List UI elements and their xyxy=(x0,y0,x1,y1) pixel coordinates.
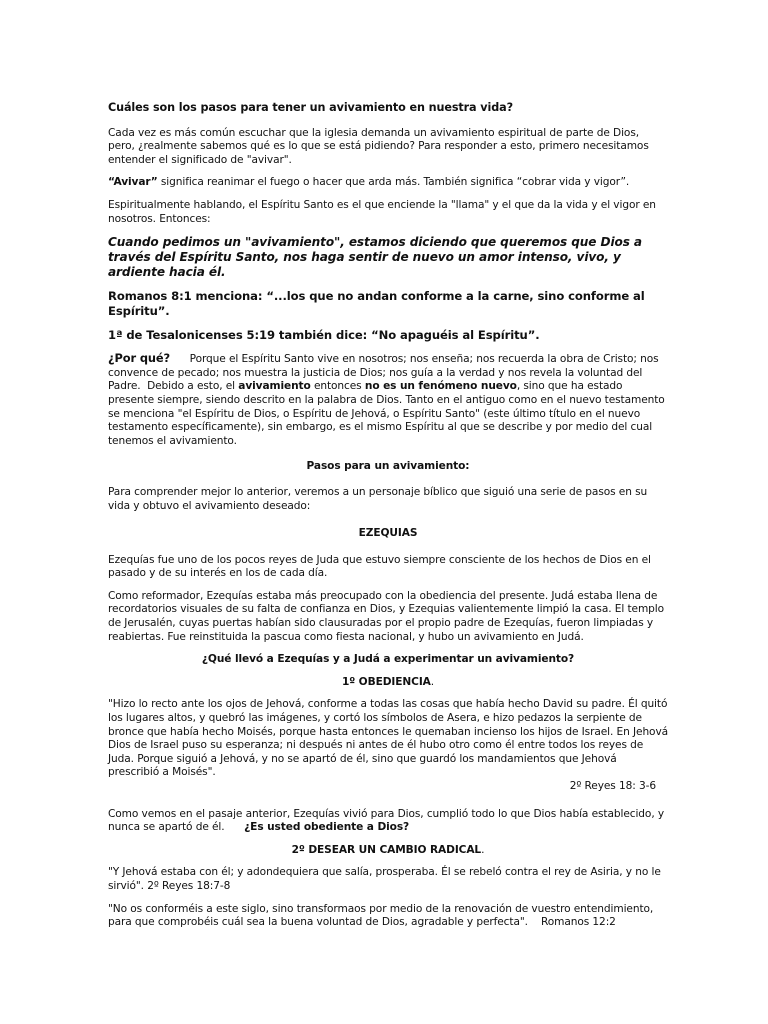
cambio-heading-period: . xyxy=(481,843,485,856)
porque-bold-2: no es un fenómeno nuevo xyxy=(364,380,517,393)
obediencia-question: ¿Es usted obediente a Dios? xyxy=(244,821,410,834)
romanos-verse: Romanos 8:1 menciona: “...los que no andan conforme a la carne, sino conforme al Espíritu”. xyxy=(108,289,645,319)
porque-label: ¿Por qué? xyxy=(108,351,171,366)
avivar-definition xyxy=(108,176,668,190)
porque-bold-1: avivamiento xyxy=(238,380,311,393)
tesalonicenses-verse: 1ª de Tesalonicenses 5:19 también dice: “No apaguéis al Espíritu”. xyxy=(108,328,540,343)
obediencia-after-text: Como vemos en el pasaje anterior, Ezequías vivió para Dios, cumplió todo lo que Dios había establecido, y nunca se apartó de él. xyxy=(108,807,668,834)
ezequias-paragraph-2: Como reformador, Ezequías estaba más preocupado con la obediencia del presente. Judá estaba llena de recordatorios visuales de su falta de confianza en Dios, y Ezequias valientemente limpió la casa. El templo de Jerusalén, cuyas puertas habían sido clausuradas por el propio padre de Ezequías, fueron limpiadas y reabiertas. Fue reinstituida la pascua como fiesta nacional, y hubo un avivamiento en Judá. xyxy=(108,589,665,643)
cambio-heading-line xyxy=(108,844,668,858)
porque-text-3: , sino que ha estado presente siempre, siendo descrito en la palabra de Dios. Tanto en el antiguo como en el nuevo testamento se menciona "el Espíritu de Dios, o Espíritu de Jehová, o Espíritu Santo" (este último título en el nuevo testamento específicamente), sin embargo, es el mismo Espíritu al que se describe y por medio del cual tenemos el avivamiento. xyxy=(108,380,665,447)
pasos-heading: Pasos para un avivamiento: xyxy=(306,460,470,473)
ezequias-heading: EZEQUIAS xyxy=(358,527,418,540)
document-body xyxy=(108,101,668,939)
intro-paragraph: Cada vez es más común escuchar que la iglesia demanda un avivamiento espiritual de parte de Dios, pero, ¿realmente sabemos qué es lo que se está pidiendo? Para responder a esto, primero necesitamos entender el significado de "avivar". xyxy=(108,126,649,166)
obediencia-heading-period: . xyxy=(430,675,435,688)
cambio-heading: 2º DESEAR UN CAMBIO RADICAL xyxy=(291,843,482,856)
avivar-text: significa reanimar el fuego o hacer que arda más. También significa “cobrar vida y vigor”. xyxy=(157,176,630,189)
obediencia-quote: "Hizo lo recto ante los ojos de Jehová, conforme a todas las cosas que había hecho David su padre. Él quitó los lugares altos, y quebró las imágenes, y cortó los símbolos de Asera, e hizo pedazos la serpiente de bronce que había hecho Moisés, porque hasta entonces le quemaban incienso los hijos de Israel. En Jehová Dios de Israel puso su esperanza; ni después ni antes de él hubo otro como él entre todos los reyes de Juda. Porque siguió a Jehová, y no se apartó de él, sino que guardó los mandamientos que Jehová prescribió a Moisés". xyxy=(108,698,669,779)
emphasis-paragraph: Cuando pedimos un "avivamiento", estamos diciendo que queremos que Dios a través del Espíritu Santo, nos haga sentir de nuevo un amor intenso, vivo, y ardiente hacia él. xyxy=(108,235,642,280)
obediencia-reference: 2º Reyes 18: 3-6 xyxy=(569,780,656,792)
porque-paragraph xyxy=(108,352,668,448)
obediencia-heading-line xyxy=(108,676,668,690)
obediencia-conclusion xyxy=(108,808,668,835)
question-heading: ¿Qué llevó a Ezequías y a Judá a experimentar un avivamiento? xyxy=(201,653,575,666)
porque-text-2: entonces xyxy=(310,380,365,393)
obediencia-heading: 1º OBEDIENCIA xyxy=(341,675,431,688)
ezequias-paragraph-1: Ezequías fue uno de los pocos reyes de Juda que estuvo siempre consciente de los hechos de Dios en el pasado y de su interés en los de cada día. xyxy=(108,553,651,580)
document-title: Cuáles son los pasos para tener un avivamiento en nuestra vida? xyxy=(108,101,513,114)
avivar-term: “Avivar” xyxy=(108,176,158,189)
cambio-quote-1: "Y Jehová estaba con él; y adondequiera que salía, prosperaba. Él se rebeló contra el rey de Asiria, y no le sirvió". 2º Reyes 18:7-8 xyxy=(108,866,661,892)
pasos-intro: Para comprender mejor lo anterior, veremos a un personaje bíblico que siguió una serie de pasos en su vida y obtuvo el avivamiento deseado: xyxy=(108,485,648,512)
porque-text-1: Porque el Espíritu Santo vive en nosotros; nos enseña; nos recuerda la obra de Cristo; nos convence de pecado; nos muestra la justicia de Dios; nos guía a la verdad y nos revela la voluntad del Padre. Debido a esto, el xyxy=(108,353,662,393)
cambio-quote-2: "No os conforméis a este siglo, sino transformaos por medio de la renovación de vuestro entendimiento, para que comprobéis cuál sea la buena voluntad de Dios, agradable y perfecta". Romanos 12:2 xyxy=(108,902,657,929)
spiritual-paragraph: Espiritualmente hablando, el Espíritu Santo es el que enciende la "llama" y el que da la vida y el vigor en nosotros. Entonces: xyxy=(108,198,656,225)
